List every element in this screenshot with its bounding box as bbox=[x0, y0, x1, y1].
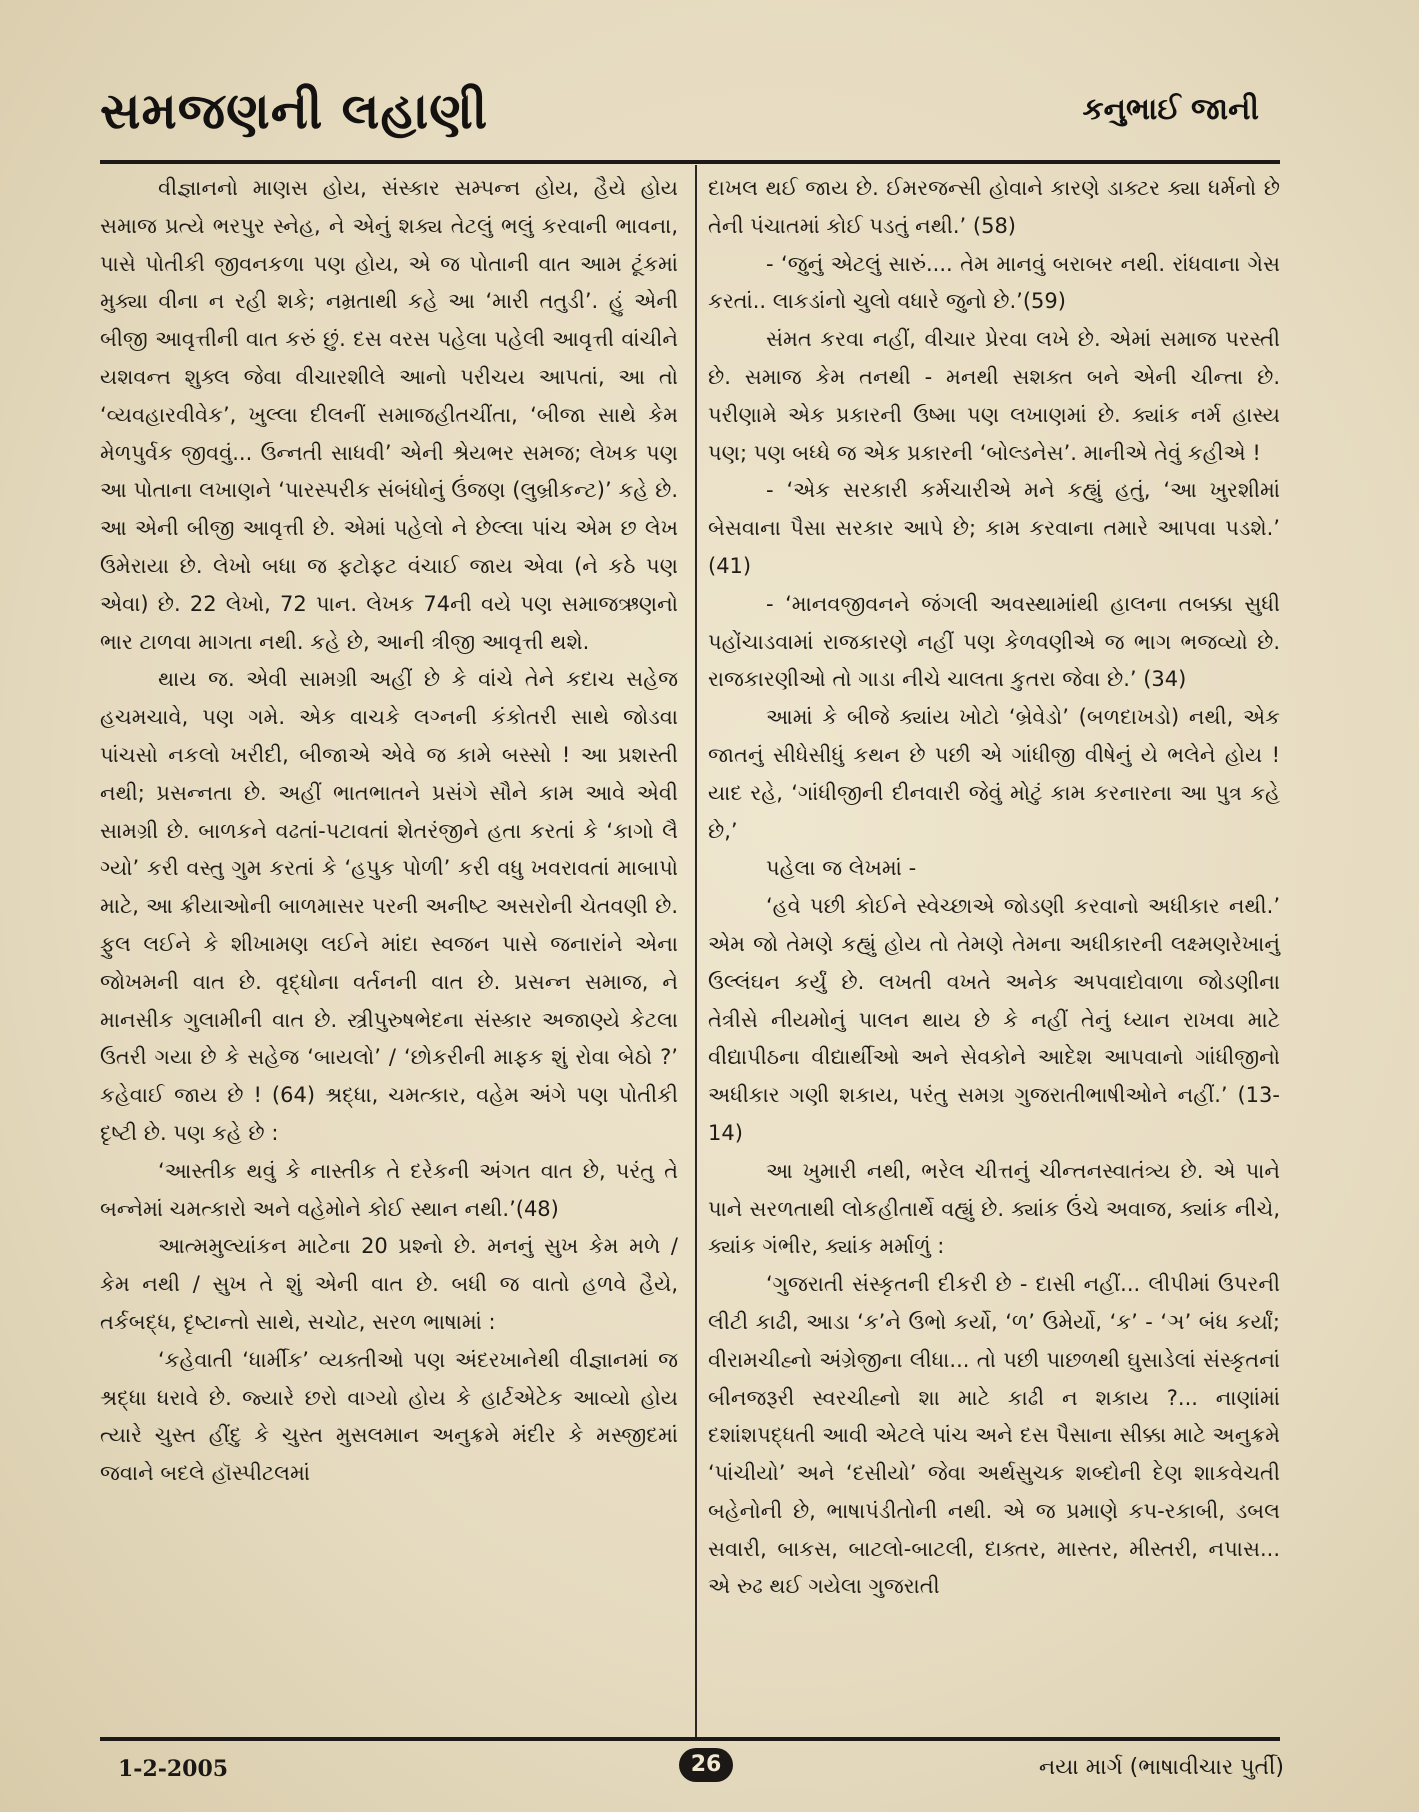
quote-paragraph: ‘આસ્તીક થવું કે નાસ્તીક તે દરેકની અંગત વાત છે, પરંતુ તે બન્નેમાં ચમત્કારો અને વહેમોને કોઈ સ્થાન નથી.’(48) bbox=[100, 1158, 678, 1221]
paragraph: થાય જ. એવી સામગ્રી અહીં છે કે વાંચે તેને કદાચ સહેજ હચમચાવે, પણ ગમે. એક વાચકે લગ્નની કંકોતરી સાથે જોડવા પાંચસો નકલો ખરીદી, બીજાએ એવે જ કામે બસ્સો ! આ પ્રશસ્તી નથી; પ્રસન્નતા છે. અહીં ભાતભાતને પ્રસંગે સૌને કામ આવે એવી સામગ્રી છે. બાળકને વઢતાં-પટાવતાં શેતરંજીને હતા કરતાં કે ‘કાગો લૈ ગ્યો’ કરી વસ્તુ ગુમ કરતાં કે ‘હપુક પોળી’ કરી વધુ ખવરાવતાં માબાપો માટે, આ ક્રીયાઓની બાળમાસર પરની અનીષ્ટ અસરોની ચેતવણી છે. ફુલ લઈને કે શીખામણ લઈને માંદા સ્વજન પાસે જનારાંને એના જોખમની વાત છે. વૃદ્ધોના વર્તનની વાત છે. પ્રસન્ન સમાજ, ને માનસીક ગુલામીની વાત છે. સ્ત્રીપુરુષભેદના સંસ્કાર અજાણ્યે કેટલા ઉતરી ગયા છે કે સહેજ ‘બાયલો’ / ‘છોકરીની માફક શું રોવા બેઠો ?’ કહેવાઈ જાય છે ! (64) શ્રદ્ધા, ચમત્કાર, વહેમ અંગે પણ પોતીકી દૃષ્ટી છે. પણ કહે છે : bbox=[100, 667, 678, 1145]
left-column bbox=[100, 170, 678, 1493]
right-column bbox=[708, 170, 1280, 1606]
page-number-badge: 26 bbox=[679, 1748, 733, 1782]
paragraph: દાખલ થઈ જાય છે. ઈમરજન્સી હોવાને કારણે ડાક્ટર ક્યા ધર્મનો છે તેની પંચાતમાં કોઈ પડતું નથી.’ (58) bbox=[708, 176, 1280, 238]
quote-paragraph: ‘હવે પછી કોઈને સ્વેચ્છાએ જોડણી કરવાનો અધીકાર નથી.’ એમ જો તેમણે કહ્યું હોય તો તેમણે તેમના અધીકારની લક્ષ્મણરેખાનું ઉલ્લંઘન કર્યું છે. લખતી વખતે અનેક અપવાદોવાળા જોડણીના તેત્રીસે નીયમોનું પાલન થાય છે કે નહીં તેનું ધ્યાન રાખવા માટે વીદ્યાપીઠના વીદ્યાર્થીઓ અને સેવકોને આદેશ આપવાનો ગાંધીજીનો અધીકાર ગણી શકાય, પરંતુ સમગ્ર ગુજરાતીભાષીઓને નહીં.’ (13-14) bbox=[708, 894, 1280, 1145]
header-rule bbox=[100, 160, 1280, 164]
publication-name: નયા માર્ગ (ભાષાવીચાર પુર્તી) bbox=[1038, 1755, 1284, 1780]
quote-paragraph: - ‘માનવજીવનને જંગલી અવસ્થામાંથી હાલના તબક્કા સુધી પહોંચાડવામાં રાજકારણે નહીં પણ કેળવણીએ જ ભાગ ભજવ્યો છે. રાજકારણીઓ તો ગાડા નીચે ચાલતા કુતરા જેવા છે.’ (34) bbox=[708, 591, 1280, 692]
footer-rule bbox=[100, 1737, 1280, 1741]
article-author: કનુભાઈ જાની bbox=[1082, 92, 1259, 127]
issue-date: 1-2-2005 bbox=[118, 1756, 229, 1782]
paragraph: આત્મમુલ્યાંકન માટેના 20 પ્રશ્નો છે. મનનું સુખ કેમ મળે / કેમ નથી / સુખ તે શું એની વાત છે. બધી જ વાતો હળવે હૈયે, તર્કબદ્ધ, દૃષ્ટાન્તો સાથે, સચોટ, સરળ ભાષામાં : bbox=[100, 1234, 678, 1334]
paragraph: સંમત કરવા નહીં, વીચાર પ્રેરવા લખે છે. એમાં સમાજ પરસ્તી છે. સમાજ કેમ તનથી - મનથી સશક્ત બને એની ચીન્તા છે. પરીણામે એક પ્રકારની ઉષ્મા પણ લખાણમાં છે. ક્યાંક નર્મ હાસ્ય પણ; પણ બધ્ધે જ એક પ્રકારની ‘બોલ્ડનેસ’. માનીએ તેવું કહીએ ! bbox=[708, 327, 1280, 465]
paragraph: આ ખુમારી નથી, ભરેલ ચીત્તનું ચીન્તનસ્વાતંત્ર્ય છે. એ પાને પાને સરળતાથી લોકહીતાર્થે વહ્યું છે. ક્યાંક ઉંચે અવાજ, ક્યાંક નીચે, ક્યાંક ગંભીર, ક્યાંક મર્માળું : bbox=[708, 1158, 1280, 1259]
paragraph: પહેલા જ લેખમાં - bbox=[766, 856, 917, 881]
quote-paragraph: - ‘જુનું એટલું સારું.... તેમ માનવું બરાબર નથી. રાંધવાના ગેસ કરતાં.. લાકડાંનો ચુલો વધારે જુનો છે.’(59) bbox=[708, 251, 1280, 314]
quote-paragraph: ‘કહેવાતી ‘ધાર્મીક’ વ્યક્તીઓ પણ અંદરખાનેથી વીજ્ઞાનમાં જ શ્રદ્ધા ધરાવે છે. જ્યારે છરો વાગ્યો હોય કે હાર્ટએટેક આવ્યો હોય ત્યારે ચુસ્ત હીંદુ કે ચુસ્ત મુસલમાન અનુક્રમે મંદીર કે મસ્જીદમાં જવાને બદલે હૉસ્પીટલમાં bbox=[100, 1347, 678, 1486]
article-title: સમજણની લહાણી bbox=[100, 82, 489, 140]
column-divider bbox=[695, 165, 697, 1737]
paragraph: આમાં કે બીજે ક્યાંય ખોટો ‘બ્રેવેડો’ (બળદાખડો) નથી, એક જાતનું સીધેસીધું કથન છે પછી એ ગાંધીજી વીષેનું યે ભલેને હોય ! યાદ રહે, ‘ગાંધીજીની દીનવારી જેવું મોટું કામ કરનારના આ પુત્ર કહે છે,’ bbox=[708, 705, 1280, 843]
quote-paragraph: ‘ગુજરાતી સંસ્કૃતની દીકરી છે - દાસી નહીં... લીપીમાં ઉપરની લીટી કાઢી, આડા ‘ક’ને ઉભો કર્યો, ‘ળ’ ઉમેર્યો, ‘ક’ - ‘ઞ’ બંધ કર્યાં; વીરામચીહ્નો અંગ્રેજીના લીધા... તો પછી પાછળથી ઘુસાડેલાં સંસ્કૃતનાં બીનજરૂરી સ્વરચીહ્નો શા માટે કાઢી ન શકાય ?... નાણાંમાં દશાંશપદ્ધતી આવી એટલે પાંચ અને દસ પૈસાના સીક્કા માટે અનુક્રમે ‘પાંચીયો’ અને ‘દસીયો’ જેવા અર્થસુચક શબ્દોની દેણ શાકવેચતી બહેનોની છે, ભાષાપંડીતોની નથી. એ જ પ્રમાણે કપ-રકાબી, ડબલ સવારી, બાકસ, બાટલો-બાટલી, દાક્તર, માસ્તર, મીસ્તરી, નપાસ... એ રુઢ થઈ ગયેલા ગુજરાતી bbox=[708, 1272, 1280, 1599]
quote-paragraph: - ‘એક સરકારી કર્મચારીએ મને કહ્યું હતું, ‘આ ખુરશીમાં બેસવાના પૈસા સરકાર આપે છે; કામ કરવાના તમારે આપવા પડશે.’ (41) bbox=[708, 478, 1280, 578]
paragraph: વીજ્ઞાનનો માણસ હોય, સંસ્કાર સમ્પન્ન હોય, હૈયે હોય સમાજ પ્રત્યે ભરપુર સ્નેહ, ને એનું શક્ય તેટલું ભલું કરવાની ભાવના, પાસે પોતીકી જીવનકળા પણ હોય, એ જ પોતાની વાત આમ ટૂંકમાં મુક્યા વીના ન રહી શકે; નમ્રતાથી કહે આ ‘મારી તતુડી’. હું એની બીજી આવૃત્તીની વાત કરું છું. દસ વરસ પહેલા પહેલી આવૃત્તી વાંચીને યશવન્ત શુક્લ જેવા વીચારશીલે આનો પરીચય આપતાં, આ તો ‘વ્યવહારવીવેક’, ખુલ્લા દીલનીં સમાજહીતચીંતા, ‘બીજા સાથે કેમ મેળપુર્વક જીવવું... ઉન્નતી સાધવી’ એની શ્રેયભર સમજ; લેખક પણ આ પોતાના લખાણને ‘પારસ્પરીક સંબંધોનું ઉંજણ (લુબ્રીકન્ટ)’ કહે છે. આ એની બીજી આવૃત્તી છે. એમાં પહેલો ને છેલ્લા પાંચ એમ છ લેખ ઉમેરાયા છે. લેખો બધા જ ફટોફટ વંચાઈ જાય એવા (ને કઠે પણ એવા) છે. 22 લેખો, 72 પાન. લેખક 74ની વયે પણ સમાજઋણનો ભાર ટાળવા માગતા નથી. કહે છે, આની ત્રીજી આવૃત્તી થશે. bbox=[100, 176, 678, 654]
